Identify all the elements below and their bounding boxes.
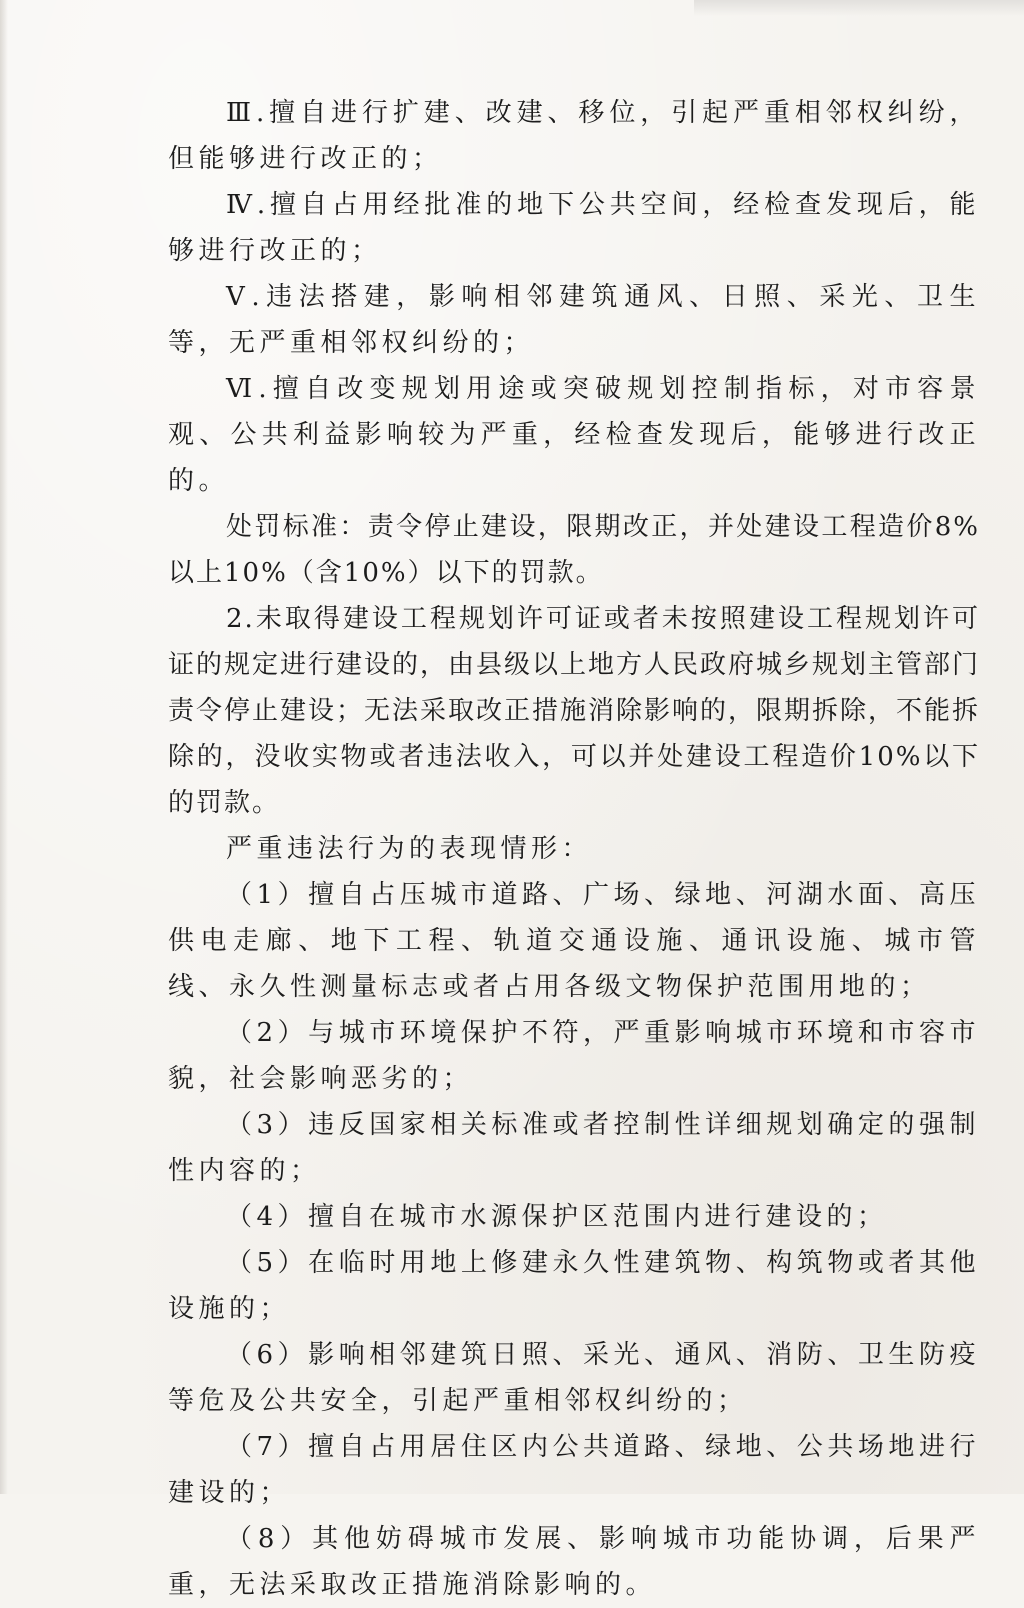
paragraph-case-4: （4）擅自在城市水源保护区范围内进行建设的； <box>226 1202 888 1232</box>
document-body <box>168 90 980 1608</box>
scan-edge-left <box>0 0 8 1494</box>
paragraph-penalty-standard: 处罚标准：责令停止建设，限期改正，并处建设工程造价8%以上10%（含10%）以下的罚款。 <box>168 512 980 588</box>
scan-edge-top <box>694 0 1024 16</box>
paragraph-case-8: （8）其他妨碍城市发展、影响城市功能协调，后果严重，无法采取改正措施消除影响的。 <box>168 1524 980 1600</box>
paragraph-item-iv: Ⅳ.擅自占用经批准的地下公共空间，经检查发现后，能够进行改正的； <box>168 190 980 266</box>
paragraph-case-1: （1）擅自占压城市道路、广场、绿地、河湖水面、高压供电走廊、地下工程、轨道交通设施、通讯设施、城市管线、永久性测量标志或者占用各级文物保护范围用地的； <box>168 880 980 1002</box>
paragraph-item-v: Ⅴ.违法搭建，影响相邻建筑通风、日照、采光、卫生等，无严重相邻权纠纷的； <box>168 282 980 358</box>
paragraph-case-2: （2）与城市环境保护不符，严重影响城市环境和市容市貌，社会影响恶劣的； <box>168 1018 980 1094</box>
paragraph-case-3: （3）违反国家相关标准或者控制性详细规划确定的强制性内容的； <box>168 1110 980 1186</box>
paragraph-case-5: （5）在临时用地上修建永久性建筑物、构筑物或者其他设施的； <box>168 1248 980 1324</box>
paragraph-item-iii: Ⅲ.擅自进行扩建、改建、移位，引起严重相邻权纠纷，但能够进行改正的； <box>168 98 980 174</box>
paragraph-clause-2: 2.未取得建设工程规划许可证或者未按照建设工程规划许可证的规定进行建设的，由县级以上地方人民政府城乡规划主管部门责令停止建设；无法采取改正措施消除影响的，限期拆除，不能拆除的，没收实物或者违法收入，可以并处建设工程造价10%以下的罚款。 <box>168 604 981 818</box>
paragraph-case-6: （6）影响相邻建筑日照、采光、通风、消防、卫生防疫等危及公共安全，引起严重相邻权纠纷的； <box>168 1340 980 1416</box>
paragraph-item-vi: Ⅵ.擅自改变规划用途或突破规划控制指标，对市容景观、公共利益影响较为严重，经检查发现后，能够进行改正的。 <box>168 374 980 496</box>
paragraph-serious-violations-heading: 严重违法行为的表现情形： <box>226 834 593 864</box>
paragraph-case-7: （7）擅自占用居住区内公共道路、绿地、公共场地进行建设的； <box>168 1432 980 1508</box>
